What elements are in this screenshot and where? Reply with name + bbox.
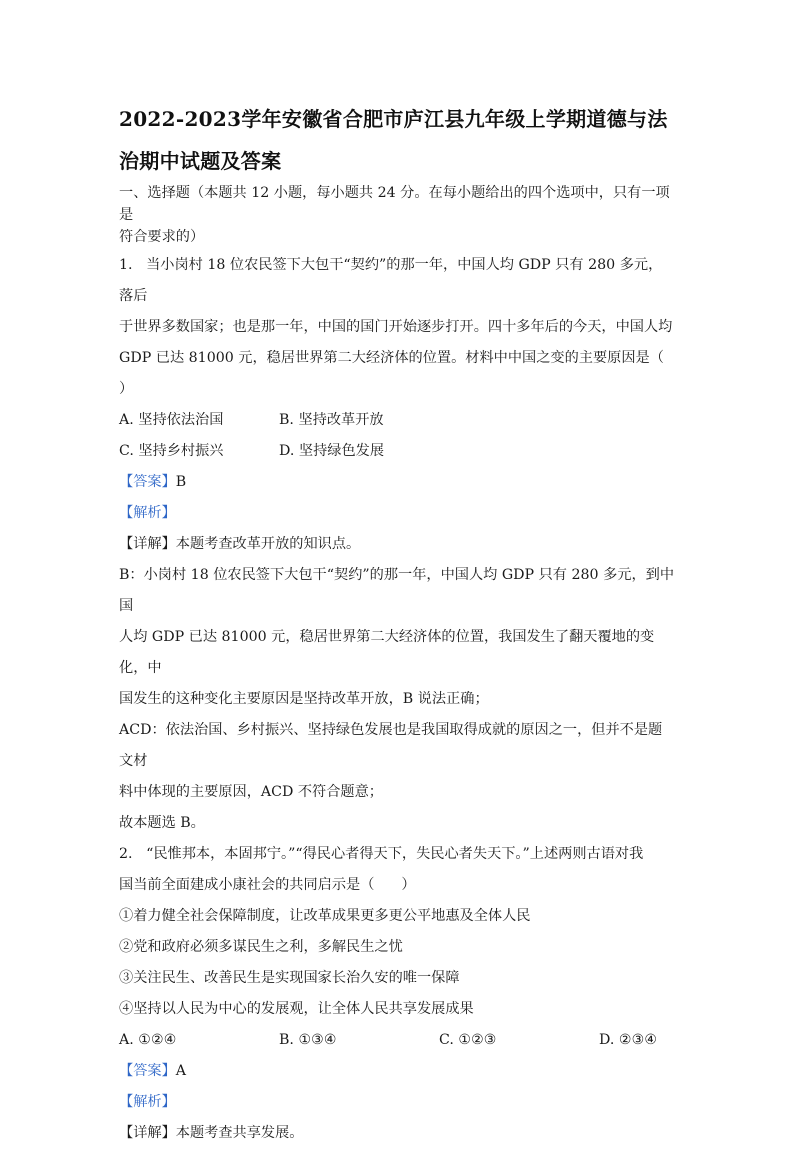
q1-options-row-2 (119, 436, 675, 467)
section-heading-line-1: 一、选择题（本题共 12 小题，每小题共 24 分。在每小题给出的四个选项中，只有一项是 (119, 185, 670, 223)
q2-option-b: B. ①③④ (279, 1032, 337, 1048)
q1-explanation-line-6: 故本题选 B。 (119, 815, 205, 831)
q1-explanation-line-2: 人均 GDP 已达 81000 元，稳居世界第二大经济体的位置，我国发生了翻天覆地的变化，中 (119, 629, 655, 676)
q1-option-a: A. 坚持依法治国 (119, 412, 224, 428)
q2-analysis (119, 1087, 675, 1118)
q2-options-row (119, 1025, 675, 1056)
q2-stem-line-2: 国当前全面建成小康社会的共同启示是（ ） (119, 877, 416, 893)
q1-answer-value: B (175, 474, 187, 490)
q1-stem-line-3: GDP 已达 81000 元，稳居世界第二大经济体的位置。材料中中国之变的主要原因是（ (119, 350, 664, 366)
q1-answer (119, 467, 675, 498)
q2-detail-text: 本题考查共享发展。 (175, 1125, 304, 1141)
q1-analysis (119, 498, 675, 529)
q1-stem-line-2: 于世界多数国家；也是那一年，中国的国门开始逐步打开。四十多年后的今天，中国人均 (119, 319, 673, 335)
q1-explanation-line-1: B：小岗村 18 位农民签下大包干“契约”的那一年，中国人均 GDP 只有 280 多元，到中国 (119, 567, 675, 614)
q2-statement-4: ④坚持以人民为中心的发展观，让全体人民共享发展成果 (119, 1001, 474, 1017)
q1-explanation-line-4: ACD：依法治国、乡村振兴、坚持绿色发展也是我国取得成就的原因之一，但并不是题文材 (119, 722, 663, 769)
q2-answer (119, 1056, 675, 1087)
q1-option-b: B. 坚持改革开放 (279, 412, 384, 428)
q1-option-c: C. 坚持乡村振兴 (119, 443, 224, 459)
q1-options-row-1 (119, 405, 675, 436)
section-heading-line-2: 符合要求的） (119, 229, 205, 245)
q2-statement-3: ③关注民生、改善民生是实现国家长治久安的唯一保障 (119, 970, 460, 986)
q2-answer-value: A (175, 1063, 187, 1079)
q1-stem-line-4: ） (119, 381, 134, 397)
q1-detail-tag: 【详解】 (119, 536, 176, 552)
document-title-line-1: 2022-2023学年安徽省合肥市庐江县九年级上学期道德与法 (119, 107, 668, 131)
q2-option-a: A. ①②④ (119, 1032, 177, 1048)
question-1 (119, 250, 675, 839)
question-2 (119, 839, 675, 1149)
q1-explanation-line-5: 料中体现的主要原因，ACD 不符合题意； (119, 784, 383, 800)
q2-analysis-tag: 【解析】 (119, 1094, 176, 1110)
q1-stem-line-1: 1. 当小岗村 18 位农民签下大包干“契约”的那一年，中国人均 GDP 只有 280 多元，落后 (119, 257, 663, 304)
q2-option-c: C. ①②③ (439, 1032, 497, 1048)
q2-answer-tag: 【答案】 (119, 1063, 176, 1079)
q1-analysis-tag: 【解析】 (119, 505, 176, 521)
q2-detail-tag: 【详解】 (119, 1125, 176, 1141)
q1-explanation-line-3: 国发生的这种变化主要原因是坚持改革开放，B 说法正确； (119, 691, 489, 707)
q1-answer-tag: 【答案】 (119, 474, 176, 490)
q2-statement-1: ①着力健全社会保障制度，让改革成果更多更公平地惠及全体人民 (119, 908, 531, 924)
document-page (119, 98, 675, 1149)
q1-detail (119, 529, 675, 560)
q2-stem-line-1: 2. “民惟邦本，本固邦宁。”“得民心者得天下，失民心者失天下。”上述两则古语对我 (119, 846, 644, 862)
q1-detail-text: 本题考查改革开放的知识点。 (175, 536, 361, 552)
q1-option-d: D. 坚持绿色发展 (279, 443, 385, 459)
q2-statement-2: ②党和政府必须多谋民生之利，多解民生之忧 (119, 939, 403, 955)
q2-option-d: D. ②③④ (599, 1032, 658, 1048)
document-title-line-2: 治期中试题及答案 (119, 149, 282, 173)
